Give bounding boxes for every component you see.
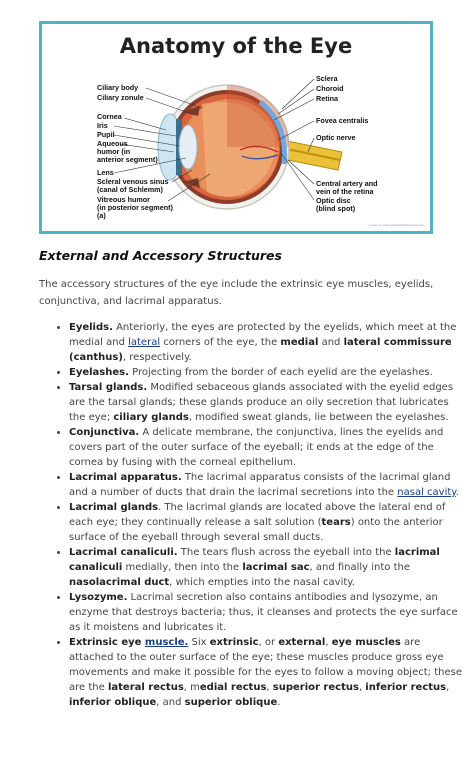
lens-shape (179, 125, 197, 169)
list-item-eyelids: • Eyelids. Anteriorly, the eyes are protected by the eyelids, which meet at the medial and lateral corners of the eye, the medial and lateral commissure (canthus), respectively. (69, 320, 465, 365)
list-item-lacrimal-apparatus: • Lacrimal apparatus. The lacrimal apparatus consists of the lacrimal gland and a number of ducts that drain the lacrimal secretions into the nasal cavity. (69, 470, 465, 500)
nasal-cavity-link[interactable]: nasal cavity (397, 487, 456, 498)
label-iris: Iris (97, 121, 108, 130)
label-optic-disc: Optic disc (blind spot) (316, 196, 356, 213)
list-item-extrinsic-eye-muscle: • Extrinsic eye muscle. Six extrinsic, or external, eye muscles are attached to the outer surface of the eye; these muscles produce gross eye movements and make it possible for the eyes to follow a moving object; these are the lateral rectus, medial rectus, superior rectus, inferior rectus, inferior oblique, and superior oblique. (69, 635, 465, 710)
label-vitreous-humor: Vitreous humor (in posterior segment) (a) (97, 195, 173, 220)
label-cornea: Cornea (97, 112, 122, 121)
figure-title: Anatomy of the Eye (119, 34, 353, 58)
label-optic-nerve: Optic nerve (316, 133, 356, 142)
label-choroid: Choroid (316, 84, 344, 93)
label-fovea-centralis: Fovea centralis (316, 116, 369, 125)
section-title: External and Accessory Structures (39, 248, 282, 263)
lateral-link[interactable]: lateral (128, 337, 161, 348)
label-sclera: Sclera (316, 74, 338, 83)
list-item-eyelashes: • Eyelashes. Projecting from the border of each eyelid are the eyelashes. (69, 365, 465, 380)
label-lens: Lens (97, 168, 114, 177)
list-item-lacrimal-glands: • Lacrimal glands. The lacrimal glands are located above the lateral end of each eye; they continually release a salt solution (tears) onto the anterior surface of the eyeball through several small ducts. (69, 500, 465, 545)
list-item-conjunctiva: • Conjunctiva. A delicate membrane, the conjunctiva, lines the eyelids and covers part of the outer surface of the eyeball; it ends at the edge of the cornea by fusing with the corneal epithelium. (69, 425, 465, 470)
structures-list (40, 320, 465, 710)
label-pupil: Pupil (97, 130, 115, 139)
label-ciliary-body: Ciliary body (97, 83, 139, 92)
label-central-artery: Central artery and vein of the retina (316, 179, 378, 196)
list-item-lacrimal-canaliculi: • Lacrimal canaliculi. The tears flush across the eyeball into the lacrimal canaliculi medially, then into the lacrimal sac, and finally into the nasolacrimal duct, which empties into the nasal cavity. (69, 545, 465, 590)
image-credit: Image by: Marygraphic/Shutterstock.com (369, 223, 424, 227)
label-ciliary-zonule: Ciliary zonule (97, 93, 144, 102)
muscle-link[interactable]: muscle. (144, 637, 189, 648)
label-retina: Retina (316, 94, 338, 103)
eye-anatomy-figure (39, 21, 433, 234)
list-item-lysozyme: • Lysozyme. Lacrimal secretion also contains antibodies and lysozyme, an enzyme that destroys bacteria; thus, it cleanses and protects the eye surface as it moistens and lubricates it. (69, 590, 465, 635)
list-item-tarsal-glands: • Tarsal glands. Modified sebaceous glands associated with the eyelid edges are the tarsal glands; these glands produce an oily secretion that lubricates the eye; ciliary glands, modified sweat glands, lie between the eyelashes. (69, 380, 465, 425)
intro-paragraph: The accessory structures of the eye include the extrinsic eye muscles, eyelids, conjunctiva, and lacrimal apparatus. (39, 279, 434, 307)
label-aqueous-humor: Aqueous humor (in anterior segment) (97, 139, 158, 164)
label-scleral-venous-sinus: Scleral venous sinus (canal of Schlemm) (97, 177, 169, 194)
